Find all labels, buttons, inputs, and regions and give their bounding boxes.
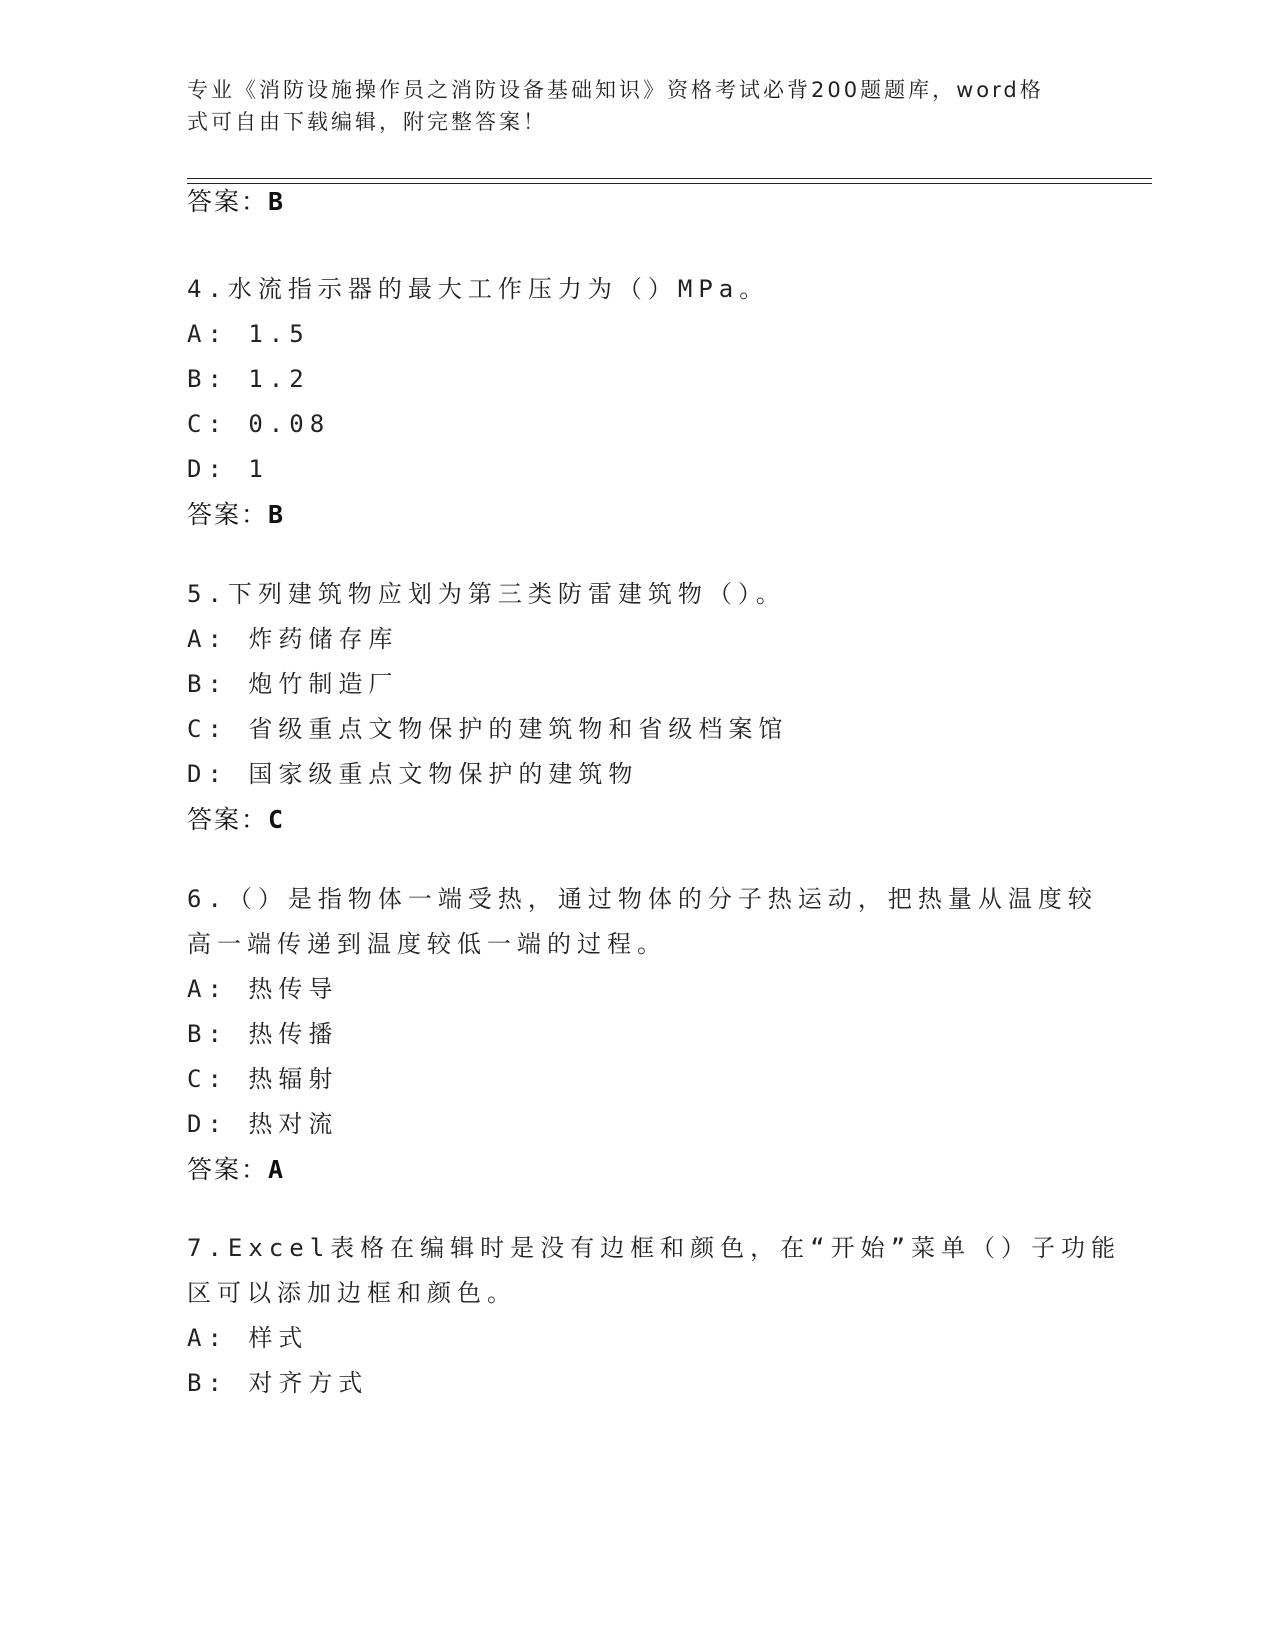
option-b: B: 1.2	[187, 365, 310, 393]
question-6	[187, 877, 1098, 1192]
option-d: D: 1	[187, 455, 269, 483]
option-d: D: 国家级重点文物保护的建筑物	[187, 760, 639, 788]
option-c: C: 省级重点文物保护的建筑物和省级档案馆	[187, 715, 789, 743]
header-line-2: 式可自由下载编辑，附完整答案！	[187, 110, 547, 134]
question-stem: 5.下列建筑物应划为第三类防雷建筑物（）。	[187, 580, 786, 608]
answer-value: C	[268, 805, 284, 834]
option-d: D: 热对流	[187, 1110, 339, 1138]
answer-line	[187, 797, 1087, 842]
answer-label: 答案：	[187, 1155, 269, 1184]
option-a: A: 热传导	[187, 975, 339, 1003]
option-c: C: 0.08	[187, 410, 331, 438]
answer-line	[187, 179, 1087, 224]
header-line-1: 专业《消防设施操作员之消防设备基础知识》资格考试必背200题题库，word格	[187, 78, 1044, 102]
option-c: C: 热辐射	[187, 1065, 339, 1093]
question-stem-line-1: 6.（）是指物体一端受热，通过物体的分子热运动，把热量从温度较	[187, 885, 1098, 913]
question-4	[187, 267, 1087, 537]
document-header	[187, 74, 1087, 138]
answer-value: B	[268, 500, 284, 529]
option-b: B: 热传播	[187, 1020, 339, 1048]
answer-label: 答案：	[187, 805, 269, 834]
option-a: A: 炸药储存库	[187, 625, 399, 653]
answer-line	[187, 1147, 1087, 1192]
question-stem-line-1: 7.Excel表格在编辑时是没有边框和颜色，在“开始”菜单（）子功能	[187, 1234, 1122, 1262]
answer-value: A	[268, 1155, 284, 1184]
answer-line	[187, 492, 1087, 537]
answer-label: 答案：	[187, 500, 269, 529]
option-a: A: 1.5	[187, 320, 310, 348]
option-a: A: 样式	[187, 1324, 309, 1352]
option-b: B: 对齐方式	[187, 1369, 369, 1397]
question-stem: 4.水流指示器的最大工作压力为（）MPa。	[187, 275, 770, 303]
answer-value: B	[268, 187, 284, 216]
question-stem-line-2: 区可以添加边框和颜色。	[187, 1279, 517, 1307]
question-5	[187, 572, 1087, 842]
question-stem-line-2: 高一端传递到温度较低一端的过程。	[187, 930, 667, 958]
answer-label: 答案：	[187, 187, 269, 216]
question-7	[187, 1226, 1122, 1406]
answer-block-q3	[187, 179, 1087, 224]
option-b: B: 炮竹制造厂	[187, 670, 399, 698]
